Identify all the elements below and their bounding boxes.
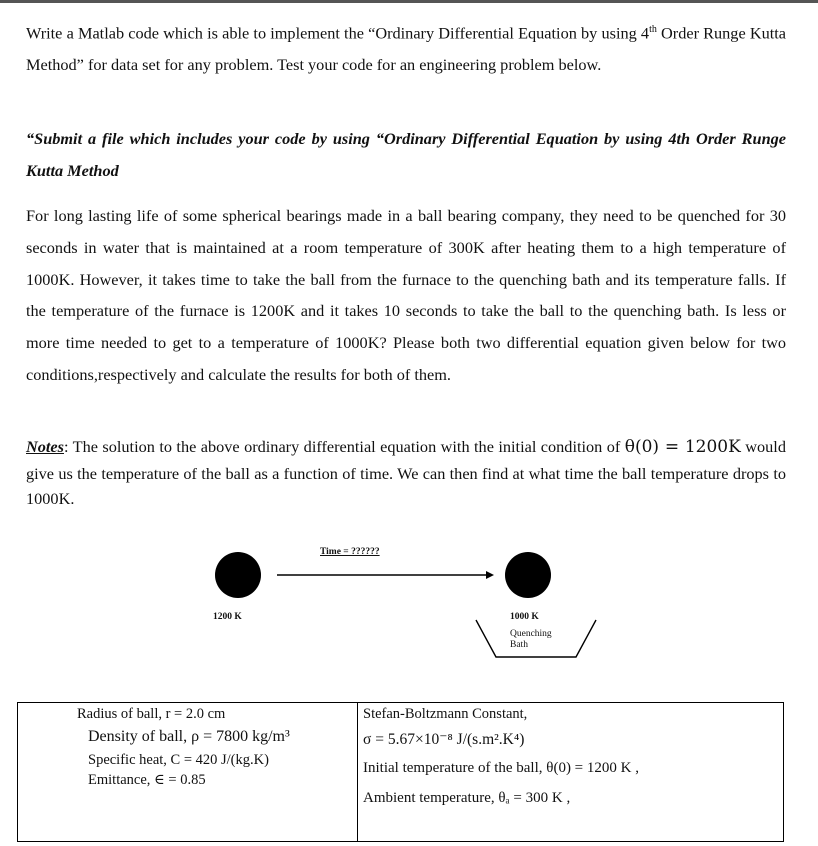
specific-heat-param: Specific heat, C = 420 J/(kg.K) bbox=[88, 752, 269, 768]
notes-text-part1: : The solution to the above ordinary differential equation with the initial condition of bbox=[63, 437, 625, 456]
notes-paragraph bbox=[26, 434, 786, 512]
density-param: Density of ball, ρ = 7800 kg/m³ bbox=[88, 728, 290, 745]
initial-condition-math: θ(0) = 1200K bbox=[624, 437, 741, 457]
cooled-ball-icon bbox=[505, 552, 551, 598]
start-temp-label: 1200 K bbox=[213, 612, 242, 622]
end-temp-label: 1000 K bbox=[510, 612, 539, 622]
notes-label: Notes bbox=[26, 437, 64, 456]
notes-text-part2: would give us the temperature of the ball as a function of time. We can then find at what time the ball temperature drops to 1000K. bbox=[26, 437, 786, 508]
intro-paragraph bbox=[26, 14, 786, 80]
bath-label-line2: Bath bbox=[510, 640, 528, 650]
intro-superscript: th bbox=[649, 24, 657, 35]
bath-label bbox=[510, 629, 552, 651]
table-divider bbox=[357, 703, 358, 841]
ambient-temp-param: Ambient temperature, θₐ = 300 K , bbox=[363, 790, 571, 806]
initial-temp-param: Initial temperature of the ball, θ(0) = 1200 K , bbox=[363, 760, 639, 776]
radius-param: Radius of ball, r = 2.0 cm bbox=[77, 706, 226, 722]
diagram-graphics bbox=[0, 530, 818, 690]
submit-instruction: “Submit a file which includes your code by using “Ordinary Differential Equation by using 4th Order Runge Kutta Method bbox=[26, 129, 786, 180]
stefan-boltzmann-value: σ = 5.67×10⁻⁸ J/(s.m².K⁴) bbox=[363, 731, 525, 748]
time-label: Time = ?????? bbox=[320, 547, 380, 557]
parameters-table bbox=[17, 702, 784, 842]
intro-text-part2: Order Runge Kutta Method” for data set for any problem. Test your code for an engineering problem below. bbox=[26, 23, 787, 74]
emittance-param: Emittance, ∈ = 0.85 bbox=[88, 772, 206, 788]
top-border bbox=[0, 0, 818, 3]
stefan-boltzmann-label: Stefan-Boltzmann Constant, bbox=[363, 706, 528, 722]
intro-text-part1: Write a Matlab code which is able to implement the “Ordinary Differential Equation by using 4 bbox=[26, 23, 650, 43]
hot-ball-icon bbox=[215, 552, 261, 598]
scenario-paragraph: For long lasting life of some spherical bearings made in a ball bearing company, they need to be quenched for 30 seconds in water that is maintained at a room temperature of 300K after heating them to a high temperature of 1000K. However, it takes time to take the ball from the furnace to the quenching bath and its temperature falls. If the temperature of the furnace is 1200K and it takes 10 seconds to take the ball to the quenching bath. Is less or more time needed to get to a temperature of 1000K? Please both two differential equation given below for two conditions,respectively and calculate the results for both of them. bbox=[26, 206, 786, 384]
transfer-arrowhead-icon bbox=[486, 571, 494, 579]
bath-label-line1: Quenching bbox=[510, 629, 552, 639]
quenching-diagram bbox=[0, 530, 818, 690]
